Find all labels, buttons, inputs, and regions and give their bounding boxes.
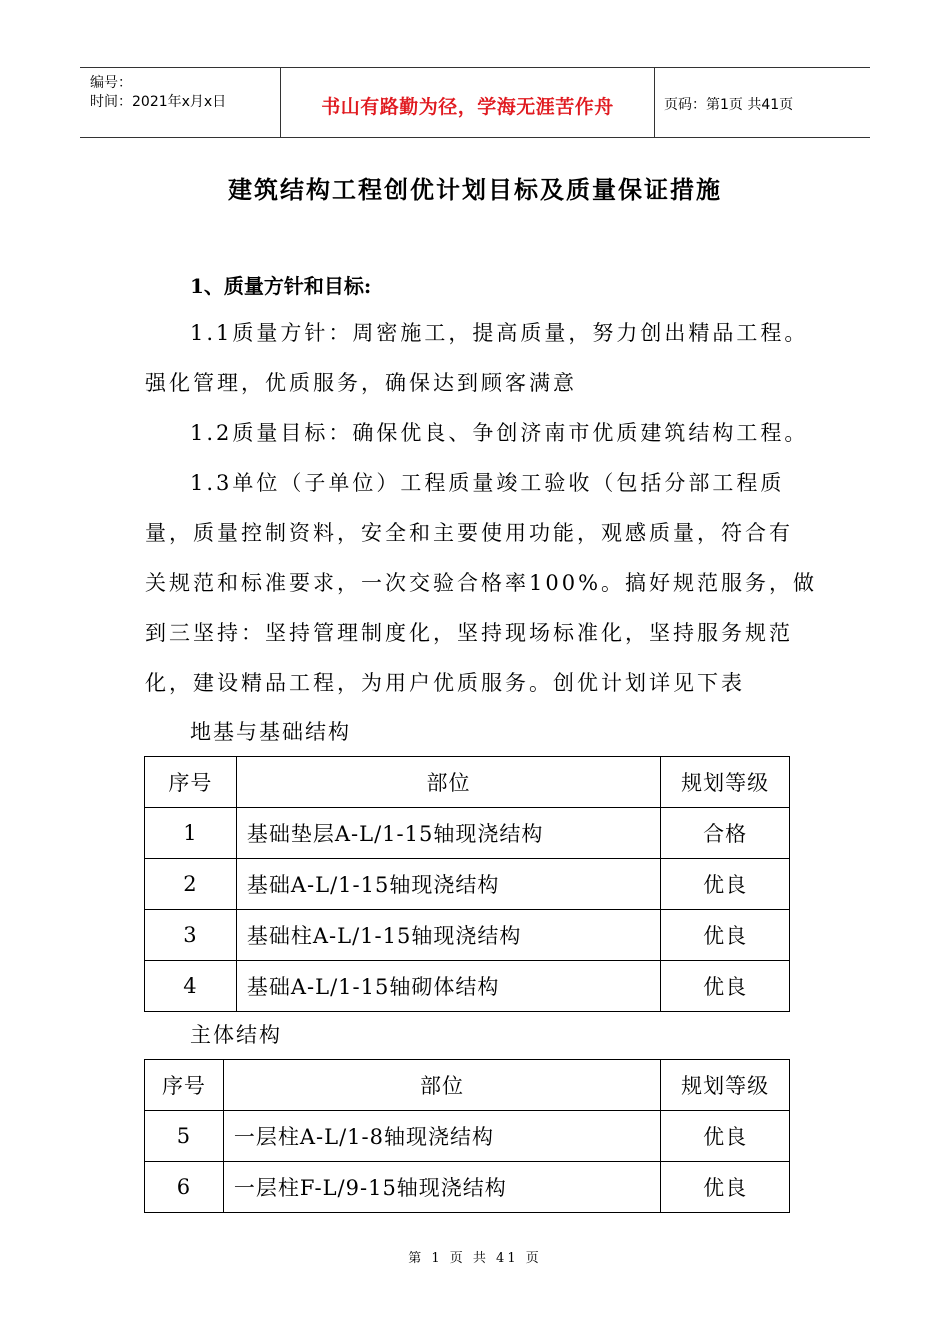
header-cell: 序号 [145, 757, 237, 808]
table-row [145, 1162, 790, 1213]
table-row [145, 808, 790, 859]
table-cell: 基础A-L/1-15轴砌体结构 [236, 961, 660, 1012]
paragraph-line: 量，质量控制资料，安全和主要使用功能，观感质量，符合有 [145, 521, 793, 545]
paragraph-line: 1.2质量目标：确保优良、争创济南市优质建筑结构工程。 [190, 421, 809, 445]
table-row [145, 961, 790, 1012]
header-cell: 规划等级 [661, 757, 790, 808]
table-row [145, 859, 790, 910]
table-cell: 优良 [661, 910, 790, 961]
header-motto: 书山有路勤为径，学海无涯苦作舟 [321, 96, 614, 118]
table-cell: 合格 [661, 808, 790, 859]
table-cell: 2 [145, 859, 237, 910]
table-caption: 主体结构 [190, 1023, 282, 1047]
paragraph-line: 1.1质量方针：周密施工，提高质量，努力创出精品工程。 [190, 321, 809, 345]
table-cell: 一层柱A-L/1-8轴现浇结构 [223, 1111, 660, 1162]
main-structure-table [144, 1059, 790, 1213]
table-cell: 4 [145, 961, 237, 1012]
foundation-table [144, 756, 790, 1012]
table-cell: 优良 [661, 1162, 790, 1213]
table-header-row [145, 757, 790, 808]
paragraph-line: 1.3单位（子单位）工程质量竣工验收（包括分部工程质 [190, 471, 785, 495]
document-title: 建筑结构工程创优计划目标及质量保证措施 [228, 175, 722, 204]
table-row [145, 910, 790, 961]
header-page-info: 页码：第1页 共41页 [664, 97, 794, 113]
table-cell: 优良 [661, 859, 790, 910]
table-cell: 3 [145, 910, 237, 961]
header-motto-cell [280, 68, 655, 137]
header-cell: 部位 [223, 1060, 660, 1111]
header-cell: 规划等级 [661, 1060, 790, 1111]
table-cell: 基础A-L/1-15轴现浇结构 [236, 859, 660, 910]
table-header-row [145, 1060, 790, 1111]
table-cell: 优良 [661, 961, 790, 1012]
header-cell: 部位 [236, 757, 660, 808]
table-cell: 5 [145, 1111, 224, 1162]
header-page-cell [654, 68, 870, 137]
table-cell: 一层柱F-L/9-15轴现浇结构 [223, 1162, 660, 1213]
table-row [145, 1111, 790, 1162]
section-heading: 1、质量方针和目标: [190, 274, 372, 298]
page-footer: 第 1 页 共 41 页 [408, 1251, 542, 1266]
header-meta-cell [80, 68, 280, 137]
paragraph-line: 到三坚持：坚持管理制度化，坚持现场标准化，坚持服务规范 [145, 621, 793, 645]
document-date: 时间：2021年x月x日 [90, 94, 227, 110]
table-cell: 基础垫层A-L/1-15轴现浇结构 [236, 808, 660, 859]
header-cell: 序号 [145, 1060, 224, 1111]
document-number-label: 编号： [90, 75, 132, 91]
table-caption: 地基与基础结构 [190, 720, 351, 744]
page-header [80, 67, 870, 138]
paragraph-line: 关规范和标准要求，一次交验合格率100%。搞好规范服务，做 [145, 571, 818, 595]
table-cell: 基础柱A-L/1-15轴现浇结构 [236, 910, 660, 961]
table-cell: 6 [145, 1162, 224, 1213]
table-cell: 1 [145, 808, 237, 859]
paragraph-line: 化，建设精品工程，为用户优质服务。创优计划详见下表 [145, 671, 745, 695]
table-cell: 优良 [661, 1111, 790, 1162]
paragraph-line: 强化管理，优质服务，确保达到顾客满意 [145, 371, 577, 395]
